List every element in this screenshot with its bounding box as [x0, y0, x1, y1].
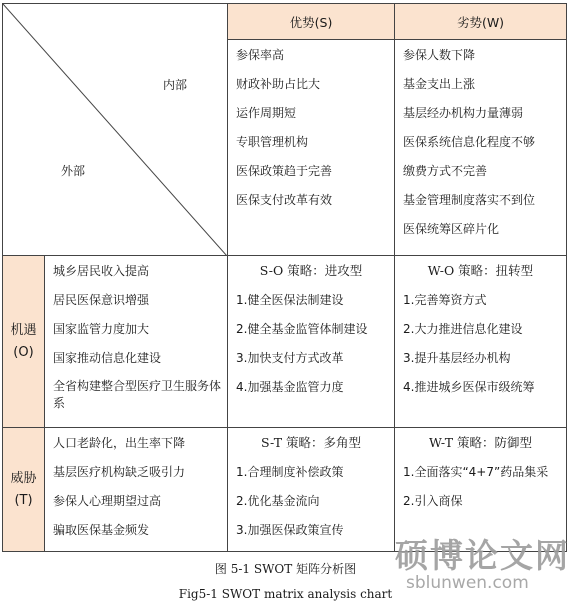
list-item: 3.提升基层经办机构: [403, 351, 511, 365]
internal-label: 内部: [163, 78, 188, 92]
so-strategy-title: S-O 策略：进攻型: [259, 263, 363, 278]
weaknesses-list: [395, 40, 567, 256]
figure-caption-cn: 图 5-1 SWOT 矩阵分析图: [214, 562, 357, 576]
list-item: 缴费方式不完善: [403, 164, 488, 178]
threats-label: 威胁 (T): [3, 428, 45, 552]
figure-caption-en: Fig5-1 SWOT matrix analysis chart: [178, 587, 393, 601]
corner-cell: [3, 4, 228, 256]
st-strategy-title: S-T 策略：多角型: [260, 435, 362, 450]
watermark-text: 硕博论文网: [395, 536, 570, 575]
list-item: 1.合理制度补偿政策: [236, 465, 344, 479]
wo-strategy-title: W-O 策略：扭转型: [427, 263, 534, 278]
list-item: 参保率高: [236, 48, 285, 62]
list-item: 2.健全基金监管体制建设: [236, 322, 368, 336]
list-item: 医保政策趋于完善: [236, 164, 333, 178]
list-item: 2.大力推进信息化建设: [403, 322, 523, 336]
list-item: 3.加快支付方式改革: [236, 351, 344, 365]
list-item: 1.全面落实“4+7”药品集采: [403, 465, 549, 479]
list-item: 国家推动信息化建设: [53, 351, 162, 365]
strengths-list: [228, 40, 395, 256]
weaknesses-header: 劣势(W): [395, 4, 567, 40]
list-item: 财政补助占比大: [236, 77, 321, 91]
list-item: 医保统筹区碎片化: [403, 222, 500, 236]
external-label: 外部: [61, 164, 86, 178]
opportunities-label: 机遇 (O): [3, 256, 45, 428]
strengths-header: 优势(S): [228, 4, 395, 40]
threats-list: [45, 428, 228, 552]
watermark-url: sblunwen.com: [406, 573, 529, 593]
list-item: 运作周期短: [236, 106, 297, 120]
list-item: 参保人心理期望过高: [53, 494, 162, 508]
list-item: 基金支出上涨: [403, 77, 476, 91]
list-item: 全省构建整合型医疗卫生服务体系: [53, 379, 222, 410]
list-item: 城乡居民收入提高: [53, 264, 150, 278]
list-item: 人口老龄化，出生率下降: [53, 436, 186, 450]
list-item: 医保支付改革有效: [236, 193, 333, 207]
list-item: 参保人数下降: [403, 48, 476, 62]
st-strategy-cell: [228, 428, 395, 552]
opportunities-list: [45, 256, 228, 428]
list-item: 4.推进城乡医保市级统筹: [403, 380, 535, 394]
list-item: 4.加强基金监管力度: [236, 380, 344, 394]
list-item: 专职管理机构: [236, 135, 309, 149]
swot-matrix-table: [2, 3, 567, 552]
list-item: 2.优化基金流向: [236, 494, 320, 508]
list-item: 骗取医保基金频发: [53, 523, 150, 537]
wo-strategy-cell: [395, 256, 567, 428]
list-item: 2.引入商保: [403, 494, 463, 508]
so-strategy-cell: [228, 256, 395, 428]
list-item: 1.完善筹资方式: [403, 293, 487, 307]
list-item: 1.健全医保法制建设: [236, 293, 344, 307]
list-item: 基层医疗机构缺乏吸引力: [53, 465, 186, 479]
list-item: 3.加强医保政策宣传: [236, 523, 344, 537]
diagonal-line: [3, 4, 227, 256]
wt-strategy-title: W-T 策略：防御型: [428, 435, 533, 450]
list-item: 基金管理制度落实不到位: [403, 193, 536, 207]
list-item: 医保系统信息化程度不够: [403, 135, 536, 149]
list-item: 国家监管力度加大: [53, 322, 150, 336]
list-item: 居民医保意识增强: [53, 293, 150, 307]
list-item: 基层经办机构力量薄弱: [403, 106, 524, 120]
